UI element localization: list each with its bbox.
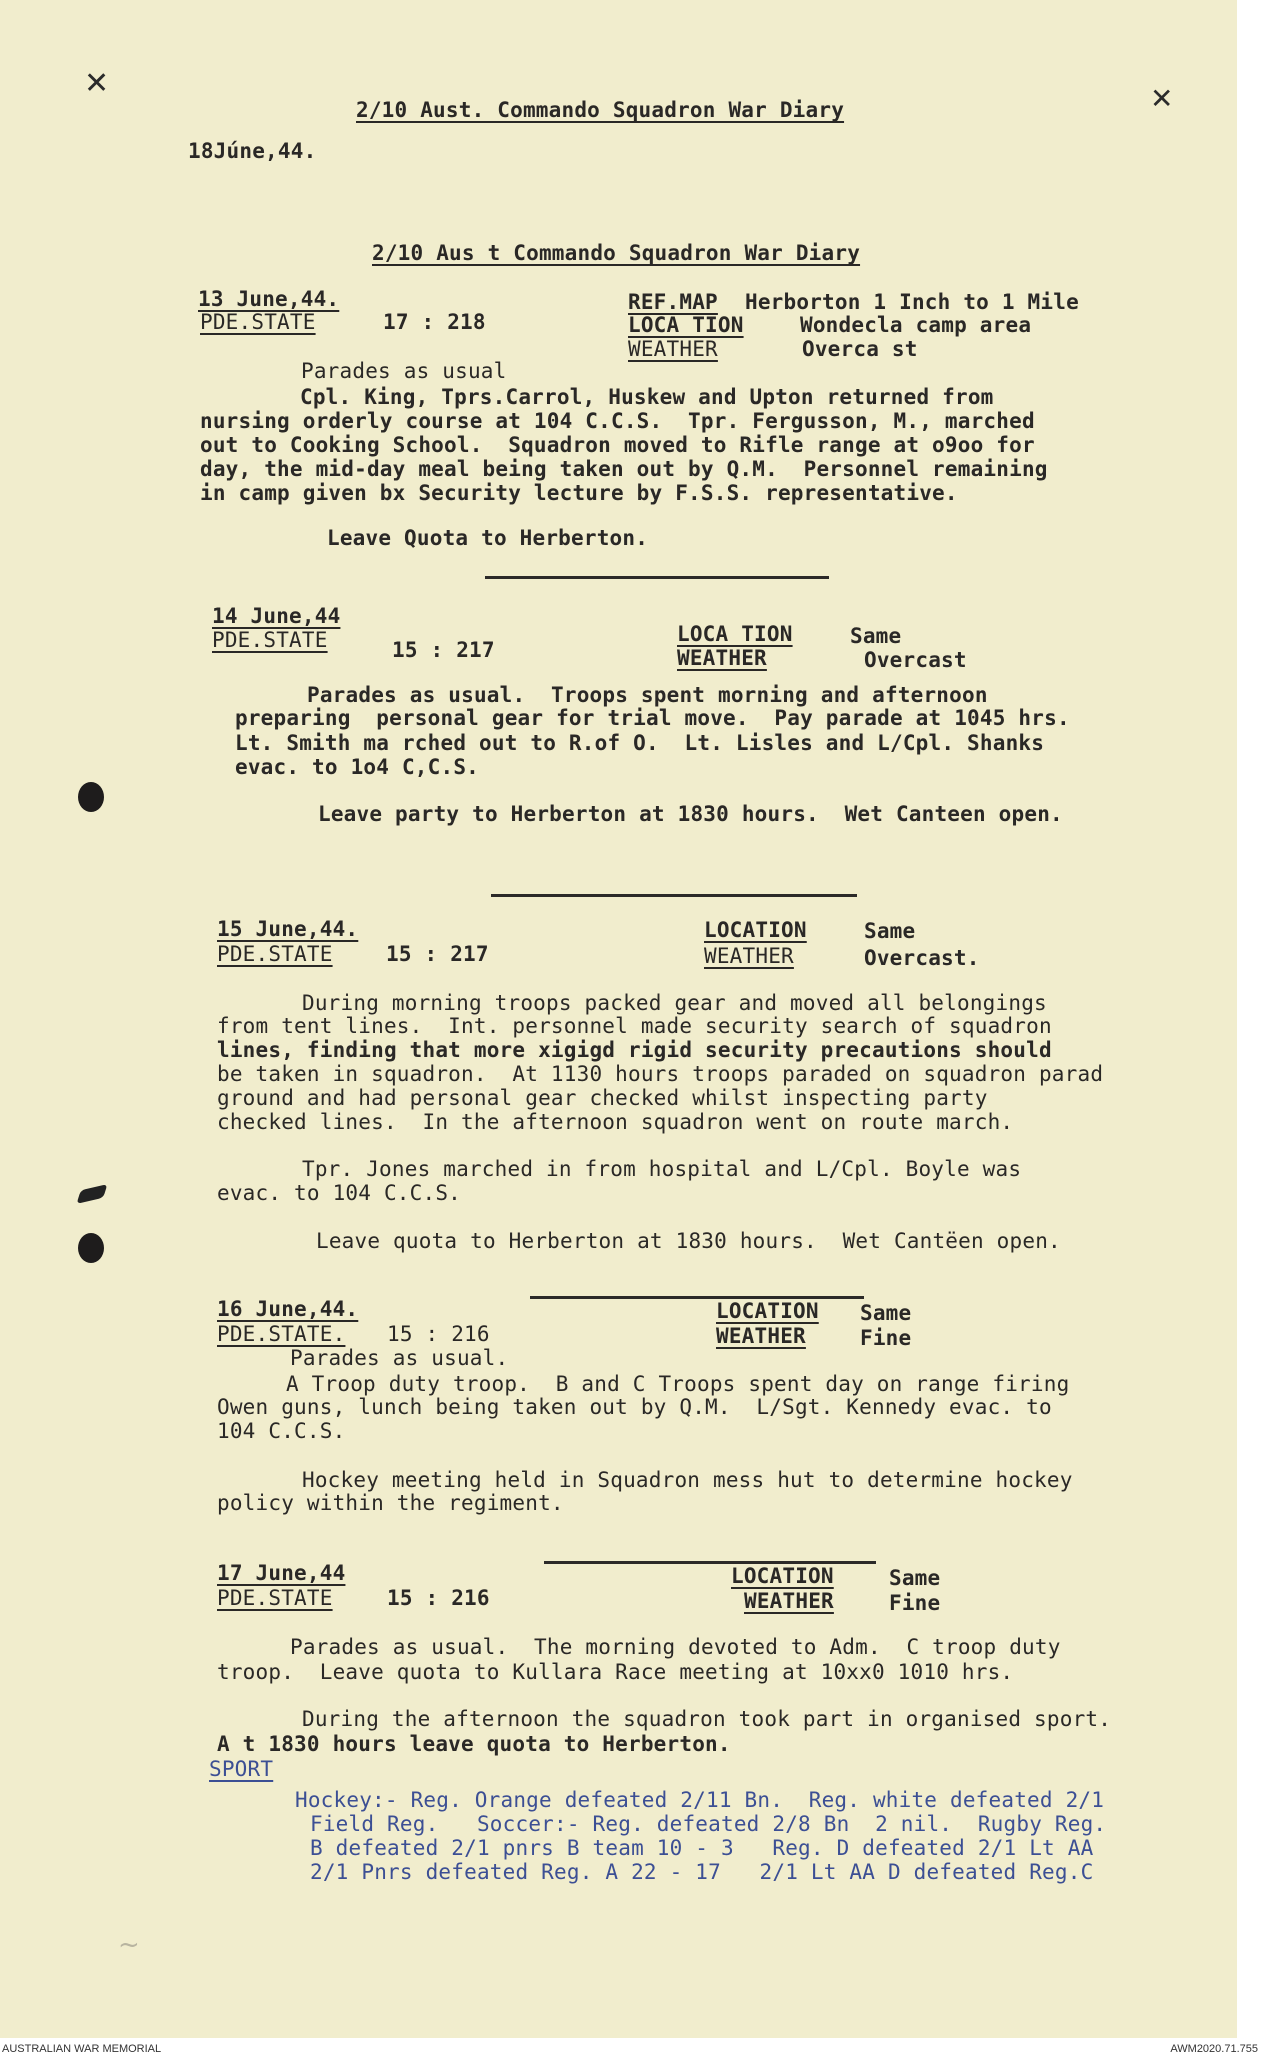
weather-label: WEATHER — [744, 1589, 834, 1613]
entry-date: 16 June,44. — [217, 1297, 359, 1321]
entry-text-line: Hockey meeting held in Squadron mess hut to determine hockey — [302, 1468, 1073, 1492]
pde-state-value: 15 : 216 — [387, 1322, 490, 1346]
entry-date: 13 June,44. — [198, 287, 340, 311]
pde-state-label: PDE.STATE — [217, 942, 333, 966]
ref-map-value: Herborton 1 Inch to 1 Mile — [745, 290, 1079, 314]
entry-text-line: ground and had personal gear checked whilst inspecting party — [217, 1086, 988, 1110]
entry-text-line: Owen guns, lunch being taken out by Q.M. L/Sgt. Kennedy evac. to — [217, 1395, 1052, 1419]
weather-label: WEATHER — [677, 646, 767, 670]
entry-text-line: Parades as usual — [301, 359, 507, 383]
date-stamp: 18Júne,44. — [188, 139, 317, 163]
location-value: Same — [889, 1566, 941, 1590]
pde-state-label: PDE.STATE — [212, 628, 328, 652]
footer-left: AUSTRALIAN WAR MEMORIAL — [2, 2043, 162, 2055]
sport-line: Field Reg. Soccer:- Reg. defeated 2/8 Bn 2 nil. Rugby Reg. — [310, 1812, 1107, 1836]
sport-line: 2/1 Pnrs defeated Reg. A 22 - 17 2/1 Lt AA D defeated Reg.C — [310, 1860, 1094, 1884]
entry-text-line: in camp given bx Security lecture by F.S.S. representative. — [200, 481, 958, 505]
weather-value: Fine — [860, 1326, 912, 1350]
ink-mark-left — [77, 1184, 108, 1204]
page-subtitle: 2/10 Aus t Commando Squadron War Diary — [372, 241, 861, 265]
entry-text-line: Leave party to Herberton at 1830 hours. Wet Canteen open. — [318, 802, 1063, 826]
entry-text-line: During morning troops packed gear and moved all belongings — [302, 991, 1047, 1015]
entry-text-line: Parades as usual. Troops spent morning and afternoon — [307, 683, 988, 707]
entry-text-line: Leave Quota to Herberton. — [327, 526, 649, 550]
entry-text-line: lines, finding that more xigigd rigid security precautions should — [217, 1038, 1052, 1062]
entry-text-line: be taken in squadron. At 1130 hours troops paraded on squadron parad — [217, 1062, 1104, 1086]
entry-text-line: out to Cooking School. Squadron moved to Rifle range at o9oo for — [200, 433, 1035, 457]
weather-label: WEATHER — [716, 1324, 806, 1348]
entry-text-line: evac. to 1o4 C,C.S. — [235, 755, 480, 779]
ref-map-label: REF.MAP — [628, 290, 718, 314]
weather-value: Overca st — [802, 337, 918, 361]
entry-text-line: day, the mid-day meal being taken out by Q.M. Personnel remaining — [200, 457, 1048, 481]
pde-state-label: PDE.STATE. — [217, 1322, 346, 1346]
entry-text-line: Cpl. King, Tprs.Carrol, Huskew and Upton returned from — [300, 385, 994, 409]
location-label: LOCA TION — [677, 622, 793, 646]
pde-state-label: PDE.STATE — [217, 1586, 333, 1610]
archive-footer — [0, 2038, 1262, 2061]
corner-mark-top-right: ✕ — [1150, 82, 1174, 115]
entry-text-line: Leave quota to Herberton at 1830 hours. Wet Cantëen open. — [316, 1229, 1061, 1253]
entry-divider — [491, 894, 857, 897]
entry-text-line: troop. Leave quota to Kullara Race meeting at 10xx0 1010 hrs. — [217, 1660, 1014, 1684]
location-value: Same — [860, 1301, 912, 1325]
weather-label: WEATHER — [704, 944, 794, 968]
location-value: Same — [850, 624, 902, 648]
location-label: LOCATION — [731, 1564, 834, 1588]
location-label: LOCATION — [704, 918, 807, 942]
pde-state-value: 15 : 217 — [392, 638, 495, 662]
entry-divider — [485, 576, 829, 579]
weather-value: Fine — [889, 1591, 941, 1615]
location-label: LOCA TION — [628, 313, 744, 337]
pencil-mark: ~ — [118, 1930, 140, 1960]
corner-mark-top-left: ✕ — [84, 66, 110, 101]
location-value: Same — [864, 919, 916, 943]
pde-state-value: 15 : 217 — [386, 942, 489, 966]
pde-state-value: 17 : 218 — [383, 310, 486, 334]
entry-text-line: Parades as usual. — [290, 1346, 509, 1370]
entry-text-line: A t 1830 hours leave quota to Herberton. — [217, 1732, 731, 1756]
weather-value: Overcast. — [864, 946, 980, 970]
entry-text-line: from tent lines. Int. personnel made security search of squadron — [217, 1014, 1052, 1038]
pde-state-label: PDE.STATE — [200, 310, 316, 334]
entry-text-line: A Troop duty troop. B and C Troops spent day on range firing — [286, 1372, 1070, 1396]
punch-hole-bottom — [78, 1233, 104, 1263]
entry-text-line: nursing orderly course at 104 C.C.S. Tpr. Fergusson, M., marched — [200, 409, 1035, 433]
entry-text-line: Tpr. Jones marched in from hospital and L/Cpl. Boyle was — [302, 1157, 1022, 1181]
entry-text-line: preparing personal gear for trial move. Pay parade at 1045 hrs. — [235, 706, 1070, 730]
footer-right: AWM2020.71.755 — [1170, 2043, 1258, 2055]
entry-text-line: During the afternoon the squadron took part in organised sport. — [302, 1707, 1112, 1731]
sport-line: Hockey:- Reg. Orange defeated 2/11 Bn. Reg. white defeated 2/1 — [295, 1788, 1105, 1812]
location-label: LOCATION — [716, 1299, 819, 1323]
entry-date: 17 June,44 — [217, 1561, 346, 1585]
weather-value: Overcast — [864, 648, 967, 672]
sport-line: B defeated 2/1 pnrs B team 10 - 3 Reg. D defeated 2/1 Lt AA — [310, 1836, 1094, 1860]
page-title: 2/10 Aust. Commando Squadron War Diary — [356, 98, 845, 122]
entry-text-line: policy within the regiment. — [217, 1491, 564, 1515]
sport-heading: SPORT — [209, 1757, 274, 1781]
entry-text-line: Lt. Smith ma rched out to R.of O. Lt. Lisles and L/Cpl. Shanks — [235, 731, 1045, 755]
entry-text-line: evac. to 104 C.C.S. — [217, 1181, 462, 1205]
punch-hole-top — [78, 782, 104, 812]
pde-state-value: 15 : 216 — [387, 1586, 490, 1610]
entry-date: 15 June,44. — [217, 917, 359, 941]
entry-text-line: checked lines. In the afternoon squadron went on route march. — [217, 1110, 1014, 1134]
entry-text-line: Parades as usual. The morning devoted to Adm. C troop duty — [290, 1635, 1061, 1659]
location-value: Wondecla camp area — [800, 313, 1032, 337]
entry-date: 14 June,44 — [212, 604, 341, 628]
entry-text-line: 104 C.C.S. — [217, 1419, 346, 1443]
weather-label: WEATHER — [628, 337, 718, 361]
